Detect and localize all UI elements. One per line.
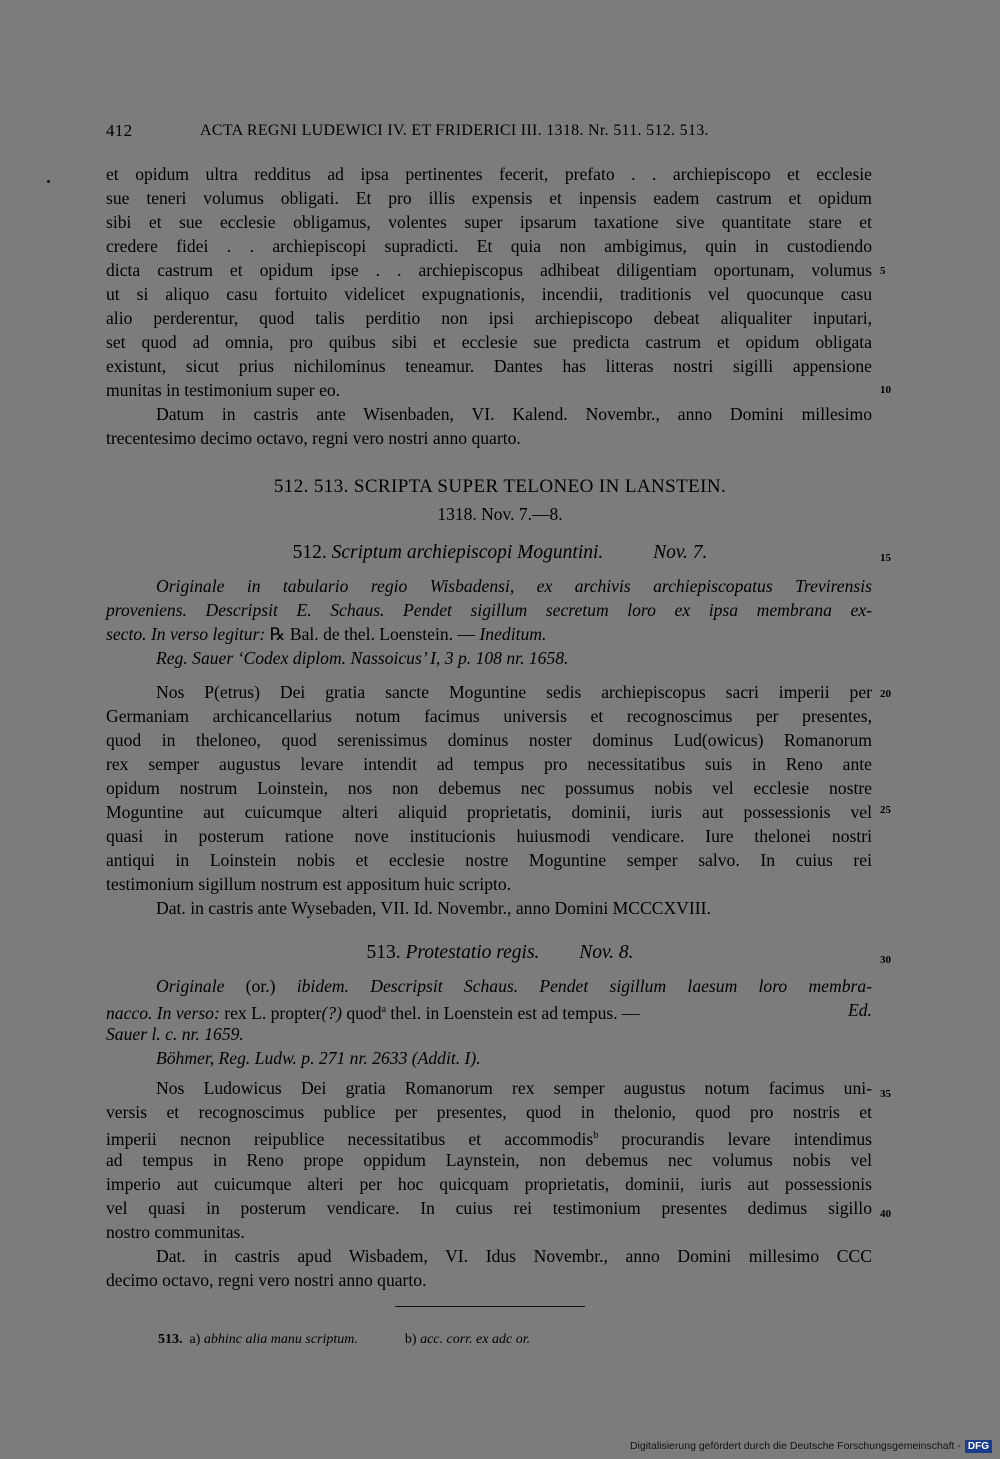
footnote-rule [395,1306,585,1307]
regest-line: Böhmer, Reg. Ludw. p. 271 nr. 2633 (Addit. I). [156,1048,481,1068]
margin-line-number: 10 [880,384,891,396]
doc511-text [106,162,872,450]
datum-line: Datum in castris ante Wisenbaden, VI. Kalend. Novembr., anno Domini millesimo [156,404,872,424]
text-line: rex semper augustus levare intendit ad tempus pro necessitatibus suis in Reno ante [106,754,872,774]
text-line: Germaniam archicancellarius notum facimus universis et recognoscimus per presentes, [106,706,872,726]
doc512-title: Scriptum archiepiscopi Moguntini. [331,542,604,563]
dat-line: Dat. in castris apud Wisbadem, VI. Idus Novembr., anno Domini millesimo CCC [156,1246,872,1266]
regest-line: Reg. Sauer ‘Codex diplom. Nassoicus’ I, 3 p. 108 nr. 1658. [156,648,569,668]
doc512-text [106,680,872,920]
margin-line-number: 15 [880,552,891,564]
doc512-number: 512. [292,542,327,563]
text-line: alio perderentur, quod talis perditio non ipsi archiepiscopo debeat aliqualiter inputari, [106,308,872,328]
text-line: ad tempus in Reno prope oppidum Laynstein, non debemus nec volumus nobis vel [106,1150,872,1170]
doc513-text [106,1076,872,1292]
footnote-a-mark: a) [189,1332,201,1347]
text-line: Nos P(etrus) Dei gratia sancte Moguntine sedis archiepiscopus sacri imperii per [156,682,872,702]
text-line: opidum nostrum Loinstein, nos non debemus nec possumus nobis vel ecclesie nostre [106,778,872,798]
source-line: secto. In verso legitur: ℞ Bal. de thel. Loenstein. — Ineditum. [106,624,547,644]
text-line: quod in theloneo, quod serenissimus dominus noster dominus Lud(owicus) Romanorum [106,730,872,750]
page-number: 412 [106,121,133,140]
footnote-b-text: acc. corr. ex adc or. [420,1332,531,1347]
margin-line-number: 35 [880,1088,891,1100]
text-line: ut si aliquo casu fortuito videlicet expugnationis, incendii, traditionis vel quocunque casu [106,284,872,304]
credit-text: Digitalisierung gefördert durch die Deutsche Forschungsgemeinschaft - [629,1440,961,1452]
text-line: sue teneri volumus obligati. Et pro illis expensis et inpensis eadem castrum et opidum [106,188,872,208]
text-line: set quod ad omnia, pro quibus sibi et ecclesie sue predicta castrum et opidum obligata [106,332,872,352]
text-line: existunt, sicut prius nichilominus teneamur. Dantes has litteras nostri sigilli appensione [106,356,872,376]
text-line: testimonium sigillum nostrum est appositum huic scripto. [106,874,512,894]
section-title: 512. 513. SCRIPTA SUPER TELONEO IN LANSTEIN. [273,476,727,497]
doc513-source [106,974,872,1070]
text-line: et opidum ultra redditus ad ipsa pertinentes fecerit, prefato . . archiepiscopo et ecclesie [106,164,872,184]
doc512-date: Nov. 7. [653,542,708,563]
doc513-date: Nov. 8. [579,942,634,963]
text-line: imperii necnon reipublice necessitatibus et accommodis$^b$ procurandis levare intendimus [106,1128,872,1149]
doc513-number: 513. [366,942,401,963]
footnote-marker: a [381,1004,387,1015]
dat-line: Dat. in castris ante Wysebaden, VII. Id. Novembr., anno Domini MCCCXVIII. [156,898,711,918]
source-line: proveniens. Descripsit E. Schaus. Pendet sigillum secretum loro ex ipsa membrana ex- [106,600,872,620]
footnote-label: 513. [158,1332,183,1347]
text-line: versis et recognoscimus publice per presentes, quod in thelonio, quod pro nostris et [106,1102,872,1122]
text-line: dicta castrum et opidum ipse . . archiepiscopus adhibeat diligentiam oportunam, volumus [106,260,872,280]
source-line: Sauer l. c. nr. 1659. [106,1024,244,1044]
text-line: credere fidei . . archiepiscopi supradicti. Et quia non ambigimus, quin in custodiendo [106,236,872,256]
text-line: nostro communitas. [106,1222,245,1242]
source-line: Originale (or.) ibidem. Descripsit Schaus. Pendet sigillum laesum loro membra- [156,976,872,996]
funding-credit [630,1439,992,1453]
footnote-b-mark: b) [404,1332,417,1347]
source-line: Originale in tabulario regio Wisbadensi, ex archivis archiepiscopatus Trevirensis [156,576,872,596]
margin-line-number: 20 [880,688,891,700]
footnote-a-text: abhinc alia manu scriptum. [203,1332,358,1347]
margin-line-number: 25 [880,804,891,816]
doc512-heading [0,542,1000,564]
text-line: Moguntine aut cuicumque alteri aliquid proprietatis, dominii, iuris aut possessionis vel [106,802,872,822]
section-date: 1318. Nov. 7.—8. [437,504,563,524]
text-line: vel quasi in posterum vendicare. In cuius rei testimonium presentes dedimus sigillo [106,1198,872,1218]
running-title: ACTA REGNI LUDEWICI IV. ET FRIDERICI III. 1318. Nr. 511. 512. 513. [200,122,709,139]
text-line: munitas in testimonium super eo. [106,380,341,400]
doc513-title: Protestatio regis. [405,942,540,963]
margin-line-number: 40 [880,1208,891,1220]
footnotes [158,1332,530,1348]
source-line: nacco. In verso: rex L. propter(?) quod$^a$ thel. in Loenstein est ad tempus. — Ed. [106,1000,872,1023]
datum-line: trecentesimo decimo octavo, regni vero nostri anno quarto. [106,428,521,448]
doc513-heading [0,942,1000,964]
footnote-marker: b [593,1130,599,1141]
text-line: quasi in posterum ratione nove institucionis huiusmodi vendicare. Iure thelonei nostri [106,826,872,846]
text-line: sibi et sue ecclesie obligamus, volentes super ipsarum taxatione sive quantitate stare et [106,212,872,232]
text-line: antiqui in Loinstein nobis et ecclesie nostre Moguntine semper salvo. In cuius rei [106,850,872,870]
doc512-source [106,574,872,670]
text-line: imperio aut cuicumque alteri per hoc quicquam proprietatis, dominii, iuris aut possessionis [106,1174,872,1194]
text-line: Nos Ludowicus Dei gratia Romanorum rex semper augustus notum facimus uni- [156,1078,872,1098]
dfg-logo: DFG [965,1440,992,1453]
margin-line-number: 5 [880,265,886,277]
margin-speck [47,180,50,183]
margin-line-number: 30 [880,954,891,966]
dat-line: decimo octavo, regni vero nostri anno quarto. [106,1270,427,1290]
